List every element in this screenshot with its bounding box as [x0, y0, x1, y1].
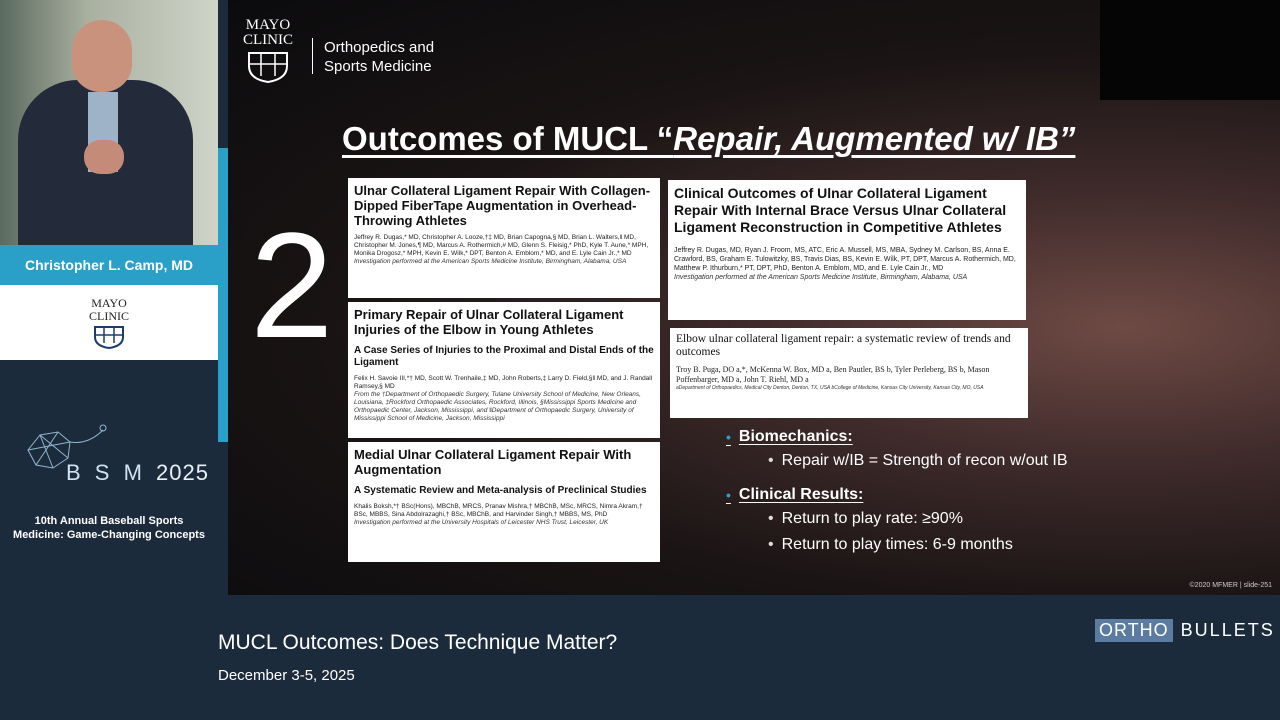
bsm-wordmark: B S M 2025 [66, 460, 209, 485]
slide-copyright: ©2020 MFMER | slide-251 [1189, 582, 1272, 589]
bullet-item: • Return to play times: 6-9 months [768, 536, 1013, 553]
paper-card: Ulnar Collateral Ligament Repair With Collagen-Dipped FiberTape Augmentation in Overhead-Throwing Athletes Jeffrey R. Dugas,* MD, Christopher A. Looze,†‡ MD, Brian Capogna,§ MD, Brian L. Walters,‖ MD, Christopher M. Jones,¶ MD, Marcus A. Rothermich,# MD, Glenn S. Fleisig,* PhD, Kyle T. Aune,* MPH, Monika Drogosz,* MPH, Kevin E. Wilk,* DPT, Benton A. Emblom,* MD, and E. Lyle Cain Jr.,* MD Investigation performed at the American Sports Medicine Institute, Birmingham, Alabama, USA [348, 178, 660, 298]
paper-card: Elbow ulnar collateral ligament repair: a systematic review of trends and outcomes Troy B. Puga, DO a,*, McKenna W. Box, MD a, Ben Pautler, BS b, Tyler Perleberg, BS b, Mason Poffenbarger, MD a, John T. Riehl, MD a aDepartment of Orthopaedics, Medical City Denton, Denton, TX, USA bCollege of Medicine, Kansas City University, Kansas City, MO, USA [670, 328, 1028, 418]
speaker-name-bar [0, 245, 218, 285]
bullet-item: • Return to play rate: ≥90% [768, 510, 963, 527]
paper-card: Medial Ulnar Collateral Ligament Repair With Augmentation A Systematic Review and Meta-analysis of Preclinical Studies Khalis Boksh,*† BSc(Hons), MBChB, MRCS, Pranav Mishra,† MBChB, MSc, MRCS, Nimra Akram,† BSc, MBBS, Sina Abdolrazaghi,† BSc, MBChB, and Harvinder Singh,† MBBS, MS, PhD Investigation performed at the University Hospitals of Leicester NHS Trust, Leicester, UK [348, 442, 660, 562]
bullet-heading: • Clinical Results: [726, 486, 864, 503]
mayo-shield-icon [93, 325, 125, 349]
bullet-item: • Repair w/IB = Strength of recon w/out IB [768, 452, 1068, 469]
speaker-video [0, 0, 218, 245]
slide [228, 0, 1280, 595]
paper-card: Clinical Outcomes of Ulnar Collateral Ligament Repair With Internal Brace Versus Ulnar Collateral Ligament Reconstruction in Competitive Athletes Jeffrey R. Dugas, MD, Ryan J. Froom, MS, ATC, Eric A. Mussell, MS, MBA, Sydney M. Carlson, BS, Anna E. Crawford, BS, Graham E. Tulowitzky, BS, Travis Dias, BS, Kevin E. Wilk, PT, DPT, Marcus A. Rothermich, MD, Matthew P. Ithurburn,* PT, DPT, PhD, Benton A. Emblom, MD, and E. Lyle Cain Jr., MD Investigation performed at the American Sports Medicine Institute, Birmingham, Alabama, USA [668, 180, 1026, 320]
bullet-heading: • Biomechanics: [726, 428, 853, 445]
conference-title: 10th Annual Baseball Sports Medicine: Game-Changing Concepts [13, 515, 205, 541]
slide-mayo-logo: MAYO CLINIC [236, 18, 300, 88]
speaker-name: Christopher L. Camp, MD [24, 257, 193, 273]
department-name: Orthopedics and Sports Medicine [324, 39, 435, 75]
mayo-clinic-logo: MAYO CLINIC [0, 285, 218, 360]
talk-date: December 3-5, 2025 [218, 667, 355, 684]
bullet-list [726, 428, 1068, 562]
paper-card: Primary Repair of Ulnar Collateral Ligament Injuries of the Elbow in Young Athletes A Case Series of Injuries to the Proximal and Distal Ends of the Ligament Felix H. Savoie III,*† MD, Scott W. Trenhaile,‡ MD, John Roberts,‡ Larry D. Field,§‖ MD, and J. Randall Ramsey,§ MD From the †Department of Orthopaedic Surgery, Tulane University School of Medicine, New Orleans, Louisiana, ‡Rockford Orthopaedic Associates, Rockford, Illinois, §Mississippi Sports Medicine and Orthopaedic Center, Jackson, Mississippi, and ‖Department of Orthopaedic Surgery, University of Mississippi School of Medicine, Jackson, Mississippi [348, 302, 660, 438]
slide-title: Outcomes of MUCL “Repair, Augmented w/ IB” [342, 120, 1076, 157]
big-number: 2 [250, 201, 334, 369]
orthobullets-logo[interactable]: ORTHO BULLETS [1095, 619, 1275, 642]
left-panel [0, 0, 218, 595]
talk-title: MUCL Outcomes: Does Technique Matter? [218, 631, 618, 654]
accent-bar [218, 148, 228, 442]
mayo-shield-icon [246, 50, 290, 84]
